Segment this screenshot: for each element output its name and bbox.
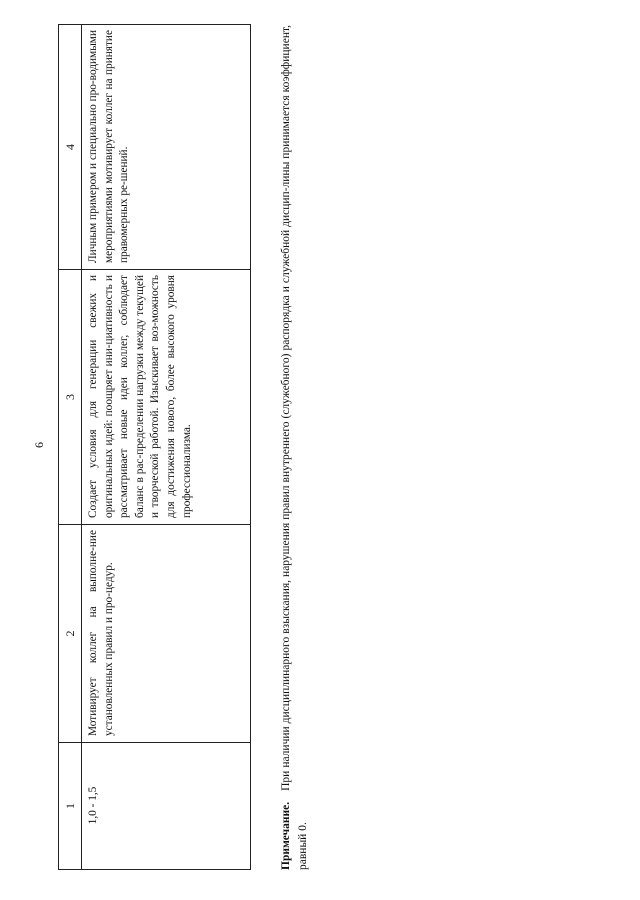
criteria-table-rotated <box>58 25 251 870</box>
header-col-4: 4 <box>59 25 82 270</box>
header-col-3: 3 <box>59 270 82 525</box>
cell-col-3: Создает условия для генерации свежих и оригинальных идей: поощряет ини-циативность и рассматривает новые идеи коллег, соблюдает баланс в рас-пределении нагрузки между текущей и творческой работой. Изыскивает воз-можность для достижения нового, более высокого уровня профессионализма. <box>82 270 251 525</box>
cell-col-2: Мотивирует коллег на выполне-ние установленных правил и про-цедур. <box>82 525 251 743</box>
criteria-table <box>58 24 251 870</box>
cell-coefficient: 1,0 - 1,5 <box>82 743 251 870</box>
page-number: 6 <box>32 442 46 448</box>
cell-col-4: Личным примером и специально про-водимыми мероприятиями мотивирует коллег на принятие правомерных ре-шений. <box>82 25 251 270</box>
table-header-row <box>59 25 82 870</box>
table-row <box>82 25 251 870</box>
note-block <box>260 25 330 870</box>
header-col-1: 1 <box>59 743 82 870</box>
header-col-2: 2 <box>59 525 82 743</box>
note-text: При наличии дисциплинарного взыскания, нарушения правил внутреннего (служебного) распорядка и служебной дисцип-лины принимается коэффициент, равный 0. <box>280 24 309 870</box>
note-label: Примечание. <box>280 801 292 870</box>
